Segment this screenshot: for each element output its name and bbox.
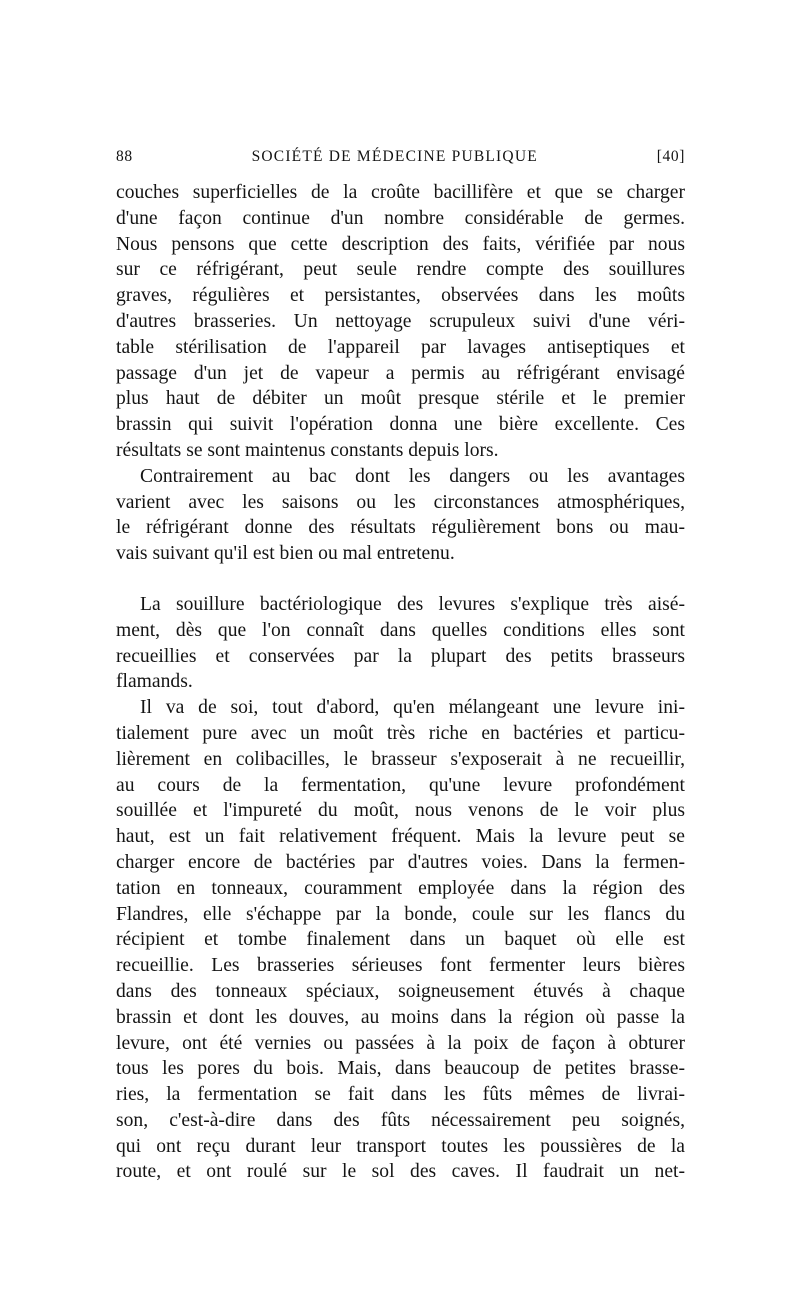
text-line: brassin et dont les douves, au moins dans la région où passe la — [116, 1006, 685, 1028]
text-line: qui ont reçu durant leur transport toutes les poussières de la — [116, 1135, 685, 1157]
text-line: tation en tonneaux, couramment employée dans la région des — [116, 877, 685, 899]
text-line: brassin qui suivit l'opération donna une bière excellente. Ces — [116, 414, 685, 436]
text-line: son, c'est-à-dire dans des fûts nécessairement peu soignés, — [116, 1109, 685, 1131]
text-line: couches superficielles de la croûte bacillifère et que se charger — [116, 182, 685, 203]
page-number: 88 — [116, 148, 133, 165]
text-line: le réfrigérant donne des résultats régulièrement bons ou mau- — [116, 517, 685, 539]
paragraph — [116, 592, 685, 695]
text-line: d'autres brasseries. Un nettoyage scrupuleux suivi d'une véri- — [116, 310, 685, 332]
text-line: ment, dès que l'on connaît dans quelles conditions elles sont — [116, 619, 685, 641]
text-line: Il va de soi, tout d'abord, qu'en mélangeant une levure ini- — [140, 697, 685, 719]
text-line: route, et ont roulé sur le sol des caves. Il faudrait un net- — [116, 1161, 685, 1183]
text-line: d'une façon continue d'un nombre considérable de germes. — [116, 207, 685, 229]
text-line: sur ce réfrigérant, peut seule rendre compte des souillures — [116, 259, 685, 281]
paragraph — [116, 464, 685, 567]
paragraph — [116, 695, 685, 1185]
text-line: La souillure bactériologique des levures s'explique très aisé- — [140, 593, 685, 615]
body-text — [116, 180, 685, 1185]
text-line: Contrairement au bac dont les dangers ou les avantages — [140, 465, 685, 487]
text-line: haut, est un fait relativement fréquent. Mais la levure peut se — [116, 826, 685, 848]
text-line: ries, la fermentation se fait dans les fûts mêmes de livrai- — [116, 1084, 685, 1106]
text-line: Flandres, elle s'échappe par la bonde, coule sur les flancs du — [116, 903, 685, 925]
text-line: vais suivant qu'il est bien ou mal entretenu. — [116, 543, 455, 565]
text-line: tous les pores du bois. Mais, dans beaucoup de petites brasse- — [116, 1058, 685, 1080]
text-line: souillée et l'impureté du moût, nous venons de le voir plus — [116, 800, 685, 822]
text-line: récipient et tombe finalement dans un baquet où elle est — [116, 929, 685, 951]
text-line: plus haut de débiter un moût presque stérile et le premier — [116, 388, 685, 410]
text-line: dans des tonneaux spéciaux, soigneusement étuvés à chaque — [116, 980, 685, 1002]
text-line: table stérilisation de l'appareil par lavages antiseptiques et — [116, 336, 685, 358]
paragraph-gap — [116, 567, 685, 592]
book-page — [116, 148, 685, 1185]
text-line: lièrement en colibacilles, le brasseur s'exposerait à ne recueillir, — [116, 748, 685, 770]
text-line: recueillies et conservées par la plupart des petits brasseurs — [116, 645, 685, 667]
paragraph — [116, 180, 685, 464]
text-line: passage d'un jet de vapeur a permis au réfrigérant envisagé — [116, 362, 685, 384]
running-header — [116, 148, 685, 170]
text-line: varient avec les saisons ou les circonstances atmosphériques, — [116, 491, 685, 513]
running-title: SOCIÉTÉ DE MÉDECINE PUBLIQUE — [251, 148, 538, 165]
text-line: résultats se sont maintenus constants depuis lors. — [116, 439, 499, 461]
text-line: au cours de la fermentation, qu'une levure profondément — [116, 774, 685, 796]
text-line: tialement pure avec un moût très riche en bactéries et particu- — [116, 722, 685, 744]
text-line: flamands. — [116, 671, 193, 693]
text-line: graves, régulières et persistantes, observées dans les moûts — [116, 285, 685, 307]
text-line: levure, ont été vernies ou passées à la poix de façon à obturer — [116, 1032, 685, 1054]
section-number: [40] — [656, 148, 685, 165]
text-line: recueillie. Les brasseries sérieuses font fermenter leurs bières — [116, 955, 685, 977]
text-line: charger encore de bactéries par d'autres voies. Dans la fermen- — [116, 851, 685, 873]
text-line: Nous pensons que cette description des faits, vérifiée par nous — [116, 233, 685, 255]
